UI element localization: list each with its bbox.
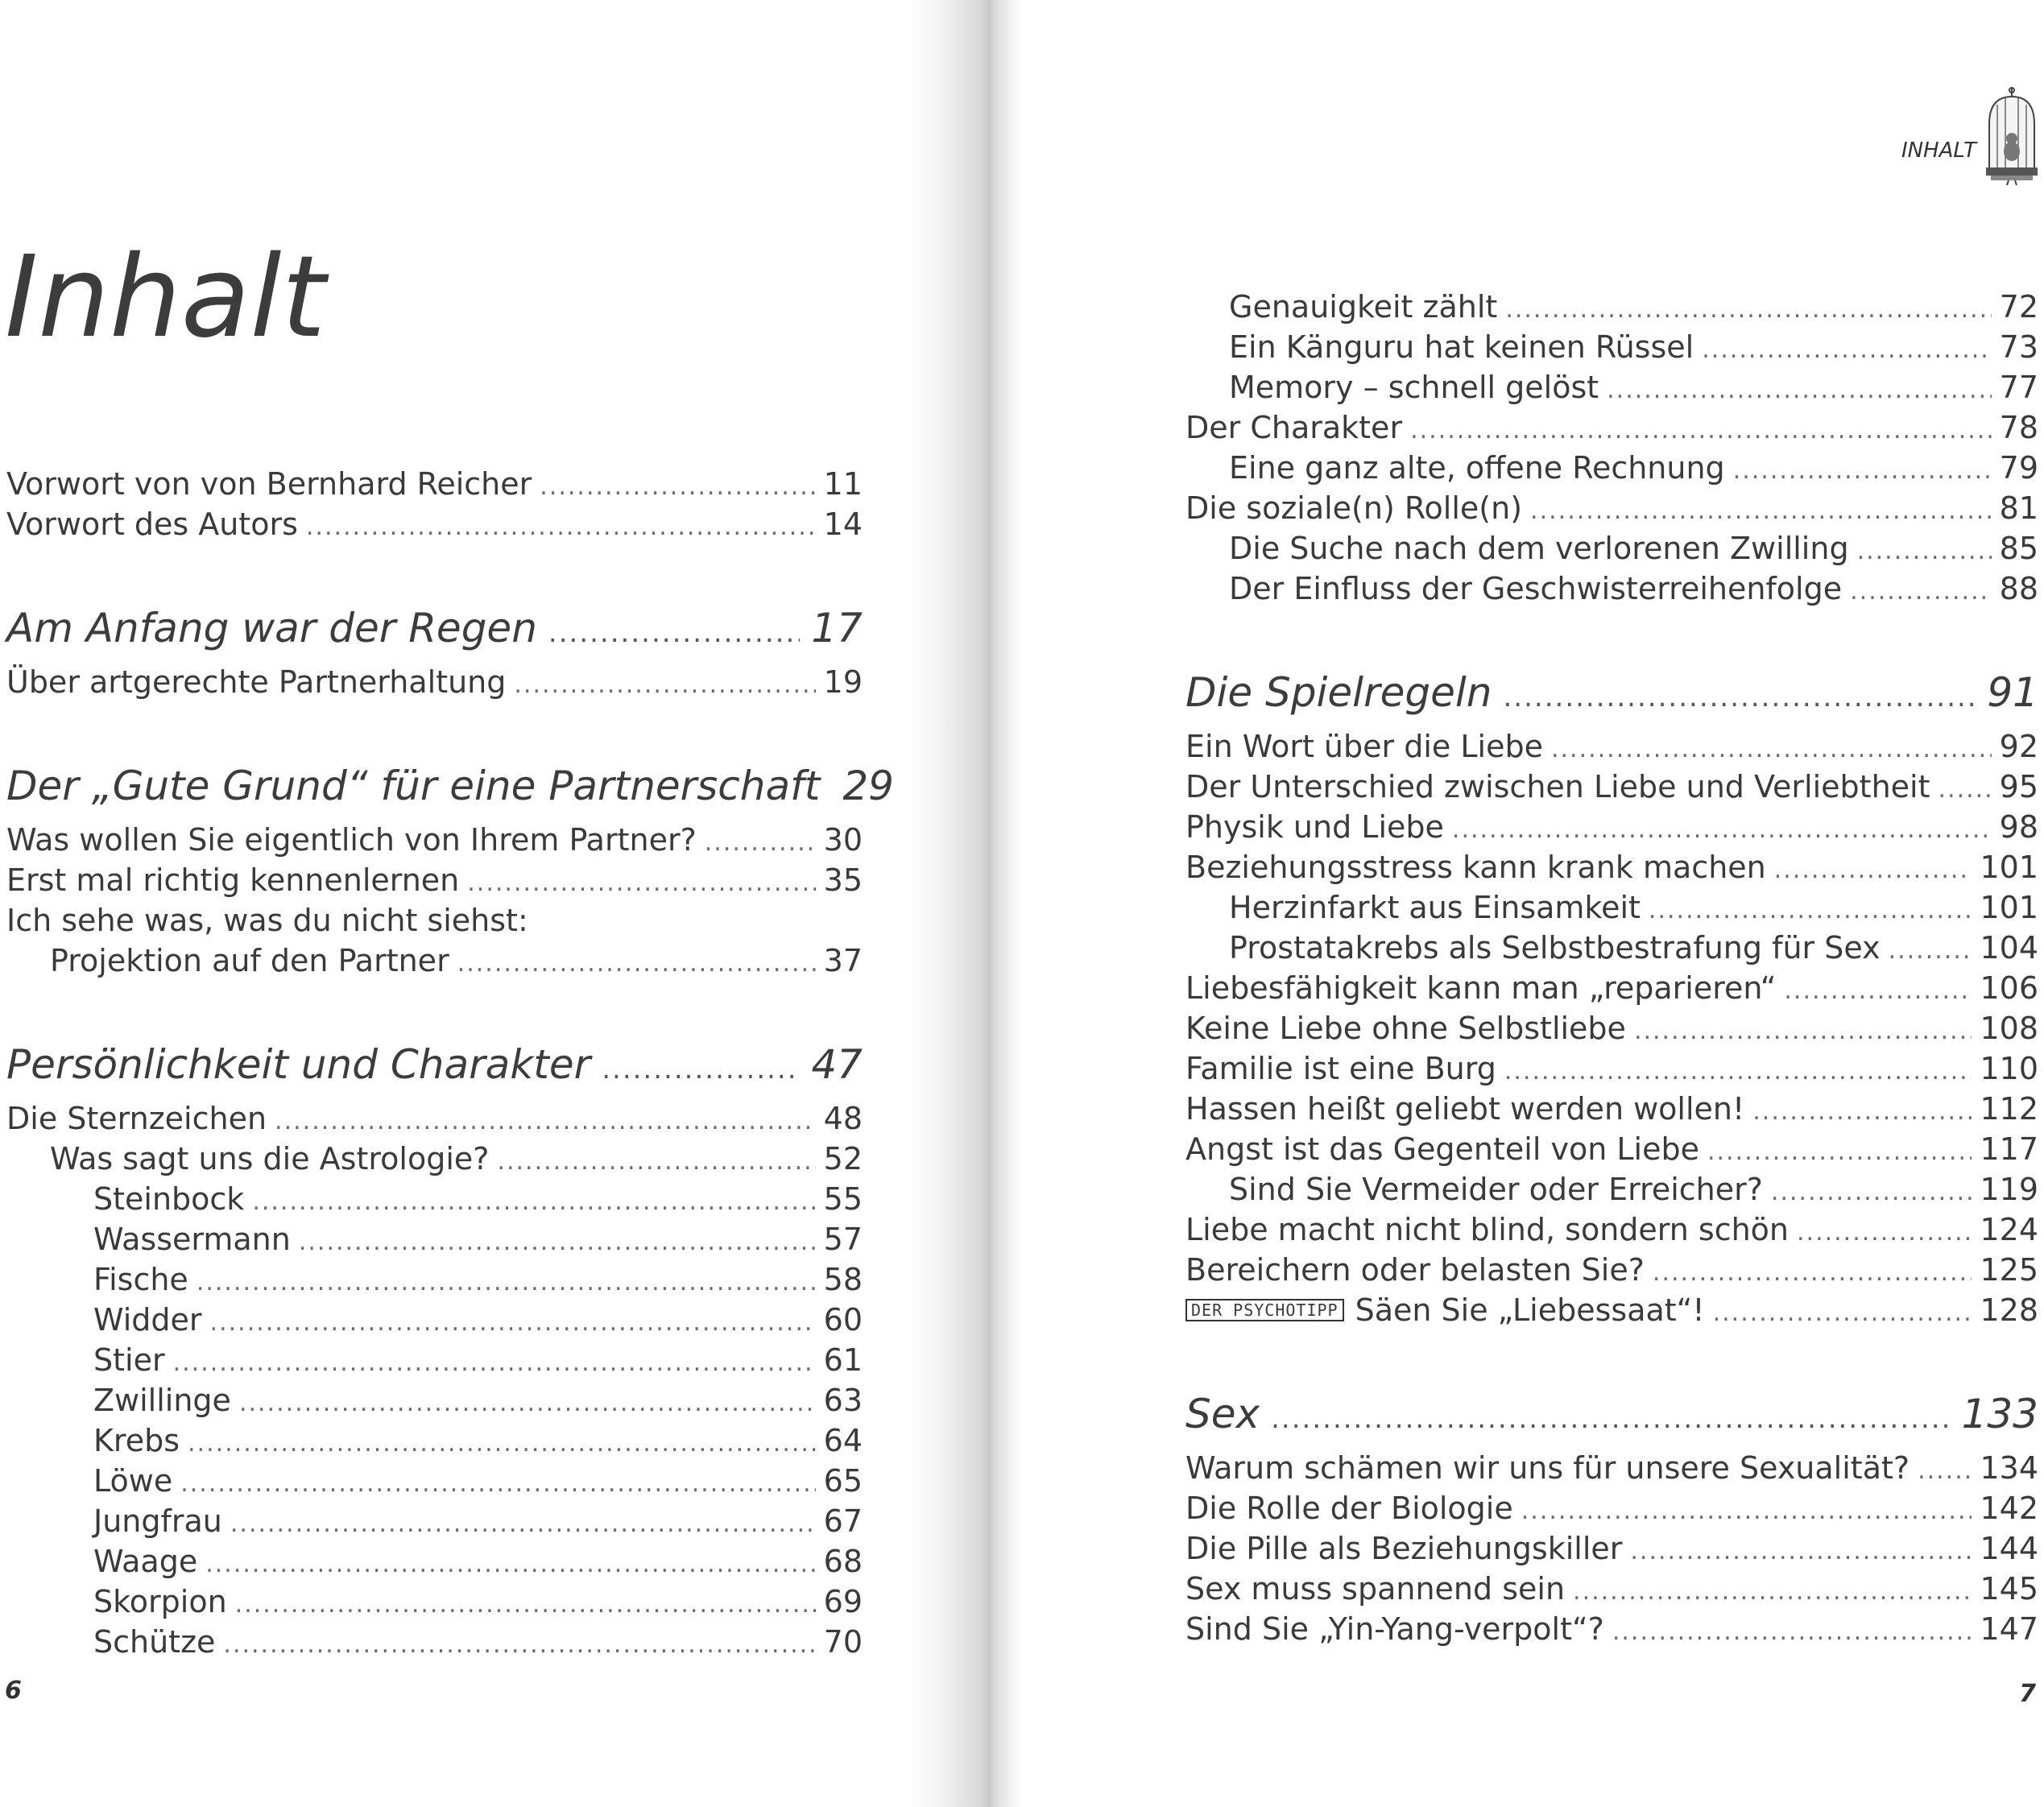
toc-page-number: 88 xyxy=(1999,571,2038,606)
toc-dot-leader xyxy=(1784,971,1972,1011)
toc-entry xyxy=(1185,1169,2038,1209)
toc-entry xyxy=(6,1380,863,1420)
toc-entry xyxy=(1185,448,2038,488)
toc-dot-leader xyxy=(299,1222,816,1263)
toc-entry-title: Genauigkeit zählt xyxy=(1229,289,1498,325)
toc-dot-leader xyxy=(467,863,815,904)
toc-page-number: 144 xyxy=(1980,1531,2038,1566)
toc-entry xyxy=(1185,1609,2038,1649)
toc-page-number: 67 xyxy=(823,1503,863,1539)
toc-dot-leader xyxy=(210,1303,816,1343)
toc-page-number: 128 xyxy=(1980,1292,2038,1328)
toc-dot-leader xyxy=(1504,1052,1972,1092)
toc-dot-leader xyxy=(1857,531,1992,572)
toc-entry xyxy=(1185,1290,2038,1330)
toc-entry xyxy=(1185,1129,2038,1169)
toc-entry xyxy=(1185,327,2038,367)
toc-page-number: 77 xyxy=(1999,370,2038,405)
toc-entry-title: Ein Känguru hat keinen Rüssel xyxy=(1229,329,1694,365)
toc-page-number: 19 xyxy=(823,664,863,700)
toc-entry xyxy=(1185,1250,2038,1290)
toc-right-list xyxy=(1185,287,2038,1649)
toc-page-number: 69 xyxy=(823,1584,863,1619)
toc-page-number: 95 xyxy=(1999,769,2038,804)
toc-page-number: 61 xyxy=(823,1342,863,1378)
toc-dot-leader xyxy=(540,467,815,507)
toc-dot-leader xyxy=(1918,1451,1972,1491)
toc-dot-leader xyxy=(1889,931,1972,971)
toc-dot-leader xyxy=(197,1263,816,1303)
toc-entry-title: Fische xyxy=(93,1262,188,1297)
toc-entry xyxy=(6,1340,863,1380)
toc-entry xyxy=(1185,528,2038,569)
toc-page-number: 35 xyxy=(823,862,863,898)
toc-entry-title: Erst mal richtig kennenlernen xyxy=(6,862,460,898)
toc-entry-title: Ein Wort über die Liebe xyxy=(1185,729,1543,764)
toc-dot-leader xyxy=(223,1625,815,1665)
toc-page-number: 117 xyxy=(1980,1131,2038,1167)
toc-entry xyxy=(6,1300,863,1340)
toc-page-number: 64 xyxy=(823,1423,863,1458)
toc-dot-leader xyxy=(275,1102,816,1142)
toc-dot-leader xyxy=(1653,1253,1972,1293)
toc-dot-leader xyxy=(1850,572,1992,612)
toc-dot-leader xyxy=(205,1544,815,1585)
toc-entry xyxy=(6,1219,863,1259)
toc-entry-title: Familie ist eine Burg xyxy=(1185,1051,1496,1086)
toc-entry xyxy=(1185,847,2038,887)
toc-chapter-heading xyxy=(6,1031,863,1098)
toc-entry xyxy=(1185,1048,2038,1089)
toc-entry-title: Sex xyxy=(1185,1391,1260,1437)
toc-entry-title: Sind Sie „Yin-Yang-verpolt“? xyxy=(1185,1611,1604,1647)
toc-page-number: 68 xyxy=(823,1544,863,1579)
toc-entry-title: Die Rolle der Biologie xyxy=(1185,1491,1513,1526)
toc-entry-title: Eine ganz alte, offene Rechnung xyxy=(1229,450,1725,486)
toc-entry xyxy=(6,900,863,941)
toc-dot-leader xyxy=(1752,1092,1972,1132)
toc-page-number: 63 xyxy=(823,1383,863,1418)
toc-page-number: 72 xyxy=(1999,289,2038,325)
toc-entry-title: Widder xyxy=(93,1302,202,1338)
toc-page-number: 73 xyxy=(1999,329,2038,365)
toc-entry xyxy=(1185,287,2038,327)
toc-entry-title: Persönlichkeit und Charakter xyxy=(6,1041,591,1088)
toc-entry-title: Säen Sie „Liebessaat“! xyxy=(1355,1292,1705,1328)
toc-entry-title: Der „Gute Grund“ für eine Partnerschaft xyxy=(6,763,821,809)
toc-page-number: 125 xyxy=(1980,1252,2038,1288)
toc-dot-leader xyxy=(188,1424,816,1464)
toc-entry-title: Löwe xyxy=(93,1463,173,1499)
toc-entry-title: Am Anfang war der Regen xyxy=(6,605,537,651)
toc-dot-leader xyxy=(1551,730,1992,770)
toc-entry-title: Steinbock xyxy=(93,1181,245,1217)
toc-entry-title: Vorwort von von Bernhard Reicher xyxy=(6,466,532,502)
toc-entry xyxy=(1185,1089,2038,1129)
toc-dot-leader xyxy=(235,1585,816,1625)
toc-entry xyxy=(6,941,863,981)
toc-page-number: 58 xyxy=(823,1262,863,1297)
toc-page-number: 60 xyxy=(823,1302,863,1338)
toc-chapter-heading xyxy=(6,752,894,820)
toc-page-number: 57 xyxy=(823,1222,863,1257)
toc-dot-leader xyxy=(1607,370,1992,411)
toc-page-number: 133 xyxy=(1961,1391,2038,1437)
toc-page-number: 142 xyxy=(1980,1491,2038,1526)
toc-entry-title: Was sagt uns die Astrologie? xyxy=(50,1141,490,1176)
toc-entry xyxy=(1185,1008,2038,1048)
toc-entry xyxy=(6,1420,863,1461)
toc-entry xyxy=(1185,1209,2038,1250)
toc-entry xyxy=(1185,807,2038,847)
toc-dot-leader xyxy=(1771,1172,1972,1213)
toc-page-number: 145 xyxy=(1980,1571,2038,1606)
toc-entry xyxy=(1185,767,2038,807)
toc-entry-title: Sex muss spannend sein xyxy=(1185,1571,1566,1606)
toc-entry-title: Stier xyxy=(93,1342,165,1378)
toc-dot-leader xyxy=(1503,664,1976,731)
toc-entry xyxy=(6,1098,863,1139)
toc-dot-leader xyxy=(1938,770,1992,810)
toc-entry-title: Liebe macht nicht blind, sondern schön xyxy=(1185,1212,1789,1247)
toc-entry xyxy=(6,1139,863,1179)
toc-entry xyxy=(1185,1448,2038,1488)
toc-entry-title: Zwillinge xyxy=(93,1383,231,1418)
toc-entry xyxy=(1185,928,2038,968)
toc-dot-leader xyxy=(1505,290,1991,330)
toc-dot-leader xyxy=(1713,1293,1972,1334)
toc-dot-leader xyxy=(1702,330,1991,370)
toc-entry-title: Der Charakter xyxy=(1185,410,1403,445)
toc-dot-leader xyxy=(252,1182,815,1222)
toc-entry-title: Vorwort des Autors xyxy=(6,507,298,542)
toc-page-number: 110 xyxy=(1980,1051,2038,1086)
toc-entry xyxy=(6,820,863,860)
toc-page-number: 101 xyxy=(1980,890,2038,925)
toc-entry-title: Die Spielregeln xyxy=(1185,669,1492,716)
toc-page-number: 55 xyxy=(823,1181,863,1217)
toc-entry xyxy=(1185,367,2038,407)
toc-page-number: 119 xyxy=(1980,1172,2038,1207)
toc-page-number: 85 xyxy=(1999,531,2038,566)
toc-entry-title: Skorpion xyxy=(93,1584,227,1619)
toc-entry-title: Hassen heißt geliebt werden wollen! xyxy=(1185,1091,1745,1127)
toc-entry xyxy=(6,1582,863,1622)
toc-entry xyxy=(6,1541,863,1582)
toc-left-list xyxy=(6,464,894,1662)
toc-page-number: 65 xyxy=(823,1463,863,1499)
toc-dot-leader xyxy=(1649,891,1972,931)
toc-dot-leader xyxy=(1410,411,1992,451)
toc-entry-title: Bereichern oder belasten Sie? xyxy=(1185,1252,1645,1288)
toc-dot-leader xyxy=(1573,1572,1972,1612)
toc-page-number: 81 xyxy=(1999,490,2038,526)
toc-dot-leader xyxy=(1774,850,1972,891)
page-number-right: 7 xyxy=(2019,1680,2036,1708)
toc-entry xyxy=(6,860,863,900)
toc-page-number: 29 xyxy=(842,763,894,809)
toc-entry xyxy=(1185,488,2038,528)
toc-dot-leader xyxy=(497,1142,815,1182)
toc-entry-title: Physik und Liebe xyxy=(1185,809,1444,845)
toc-entry-title: Über artgerechte Partnerhaltung xyxy=(6,664,507,700)
toc-page-number: 52 xyxy=(823,1141,863,1176)
toc-entry-title: Die Sternzeichen xyxy=(6,1101,267,1136)
toc-page-number: 79 xyxy=(1999,450,2038,486)
toc-page-number: 70 xyxy=(823,1624,863,1660)
left-page xyxy=(0,0,934,1807)
toc-chapter-heading xyxy=(1185,659,2038,726)
toc-entry xyxy=(6,1179,863,1219)
toc-entry xyxy=(6,1501,863,1541)
toc-dot-leader xyxy=(180,1464,815,1504)
toc-entry-title: Waage xyxy=(93,1544,198,1579)
toc-page-number: 14 xyxy=(823,507,863,542)
toc-chapter-heading xyxy=(1185,1380,2038,1448)
toc-entry-title: Die Pille als Beziehungskiller xyxy=(1185,1531,1623,1566)
running-header: INHALT xyxy=(1901,139,1976,163)
toc-dot-leader xyxy=(705,823,816,863)
toc-page-number: 101 xyxy=(1980,850,2038,885)
toc-entry xyxy=(6,1259,863,1300)
toc-entry-title: Angst ist das Gegenteil von Liebe xyxy=(1185,1131,1699,1167)
toc-dot-leader xyxy=(1707,1132,1972,1172)
toc-entry xyxy=(1185,726,2038,767)
toc-entry-title: Ich sehe was, was du nicht siehst: xyxy=(6,903,528,938)
toc-page-number: 104 xyxy=(1980,930,2038,966)
toc-entry-title: Memory – schnell gelöst xyxy=(1229,370,1599,405)
toc-entry xyxy=(1185,1528,2038,1569)
toc-page-number: 78 xyxy=(1999,410,2038,445)
toc-entry xyxy=(6,504,863,544)
toc-dot-leader xyxy=(514,665,815,705)
toc-entry-title: Was wollen Sie eigentlich von Ihrem Partner? xyxy=(6,822,697,858)
toc-entry xyxy=(1185,407,2038,448)
toc-dot-leader xyxy=(1733,451,1992,491)
toc-dot-leader xyxy=(1612,1612,1972,1652)
toc-entry xyxy=(6,1461,863,1501)
toc-dot-leader xyxy=(1797,1213,1972,1253)
toc-page-number: 112 xyxy=(1980,1091,2038,1127)
toc-page-number: 17 xyxy=(811,605,863,651)
toc-entry-title: Krebs xyxy=(93,1423,180,1458)
toc-dot-leader xyxy=(230,1504,816,1544)
toc-page-number: 47 xyxy=(811,1041,863,1088)
toc-page-number: 147 xyxy=(1980,1611,2038,1647)
toc-entry xyxy=(1185,569,2038,609)
toc-entry-title: Beziehungsstress kann krank machen xyxy=(1185,850,1766,885)
toc-page-number: 92 xyxy=(1999,729,2038,764)
toc-entry xyxy=(6,662,863,702)
toc-dot-leader xyxy=(1530,491,1992,531)
toc-page-number: 98 xyxy=(1999,809,2038,845)
toc-page-number: 48 xyxy=(823,1101,863,1136)
toc-entry-title: Warum schämen wir uns für unsere Sexualität? xyxy=(1185,1450,1910,1486)
toc-entry-title: Keine Liebe ohne Selbstliebe xyxy=(1185,1011,1626,1046)
toc-page-number: 124 xyxy=(1980,1212,2038,1247)
toc-dot-leader xyxy=(1452,810,1992,850)
toc-dot-leader xyxy=(173,1343,816,1383)
toc-entry-title: Die Suche nach dem verlorenen Zwilling xyxy=(1229,531,1849,566)
toc-dot-leader xyxy=(1271,1385,1950,1453)
toc-dot-leader xyxy=(1521,1491,1972,1532)
toc-dot-leader xyxy=(1630,1532,1972,1572)
toc-dot-leader xyxy=(239,1383,816,1424)
toc-entry-title: Wassermann xyxy=(93,1222,291,1257)
toc-page-number: 134 xyxy=(1980,1450,2038,1486)
toc-dot-leader xyxy=(602,1036,800,1103)
toc-entry xyxy=(1185,1488,2038,1528)
toc-page-number: 91 xyxy=(1987,669,2038,716)
toc-entry xyxy=(1185,968,2038,1008)
toc-chapter-heading xyxy=(6,594,863,662)
toc-entry-title: Der Einfluss der Geschwisterreihenfolge xyxy=(1229,571,1843,606)
toc-page-number: 37 xyxy=(823,943,863,978)
toc-page-number: 108 xyxy=(1980,1011,2038,1046)
toc-dot-leader xyxy=(548,599,800,667)
toc-page-number: 106 xyxy=(1980,970,2038,1006)
toc-entry-title: Sind Sie Vermeider oder Erreicher? xyxy=(1229,1172,1763,1207)
toc-page-number: 30 xyxy=(823,822,863,858)
right-page xyxy=(1023,0,2044,1807)
psychotipp-badge: DER PSYCHOTIPP xyxy=(1185,1299,1344,1321)
toc-dot-leader xyxy=(457,944,816,984)
toc-entry-title: Liebesfähigkeit kann man „reparieren“ xyxy=(1185,970,1777,1006)
toc-entry xyxy=(1185,887,2038,928)
toc-entry-title: Prostatakrebs als Selbstbestrafung für Sex xyxy=(1229,930,1881,966)
toc-entry-title: Herzinfarkt aus Einsamkeit xyxy=(1229,890,1641,925)
page-number-left: 6 xyxy=(5,1677,22,1705)
toc-entry-title: Jungfrau xyxy=(93,1503,222,1539)
toc-dot-leader xyxy=(1634,1011,1972,1052)
toc-entry-title: Schütze xyxy=(93,1624,216,1660)
toc-page-number: 11 xyxy=(823,466,863,502)
toc-entry xyxy=(1185,1569,2038,1609)
toc-dot-leader xyxy=(306,507,816,548)
birdcage-icon xyxy=(1984,87,2039,185)
page-title: Inhalt xyxy=(5,232,326,363)
toc-entry-title: Projektion auf den Partner xyxy=(50,943,449,978)
toc-entry-title: Die soziale(n) Rolle(n) xyxy=(1185,490,1523,526)
toc-entry xyxy=(6,464,863,504)
toc-entry-title: Der Unterschied zwischen Liebe und Verliebtheit xyxy=(1185,769,1930,804)
toc-entry xyxy=(6,1622,863,1662)
